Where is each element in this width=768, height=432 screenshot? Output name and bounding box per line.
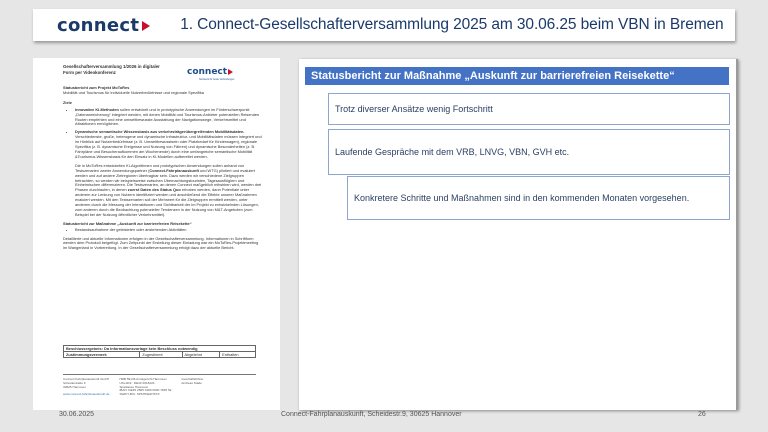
goal2-bold: Dynamische semantische Wissensbasis aus verkehrsträgerübergreifenden Mobilitätsdaten. xyxy=(75,129,245,135)
slide-title: 1. Connect-Gesellschafterversammlung 2025 am 30.06.25 beim VBN in Bremen xyxy=(180,16,724,33)
document-paragraph-2: Detaillierte und aktuelle Informationen erfolgen in der Gesellschafterversammlung. Informationen in Schriftform werden dem Protokoll beigefügt. Zum Zeitpunkt der Erstellung dieser Einladung war ein MoToRes-Projektmeeting im Wangerland in Vorbereitung. In der Gesellschafterversammlung erfolgt dazu der aktuelle Bericht. xyxy=(63,235,259,251)
register-info: HRB 59146 Amtsgericht Hannover xyxy=(119,377,167,381)
document-footer xyxy=(63,374,256,397)
goals-list xyxy=(63,108,263,160)
panel-title: Statusbericht zur Maßnahme „Auskunft zur barrierefreien Reisekette“ xyxy=(305,67,729,85)
approval-label: Zustimmungsvermerk xyxy=(64,352,140,358)
document-logo-arrow-icon xyxy=(228,69,233,75)
document-body xyxy=(63,86,263,255)
status-item xyxy=(328,129,730,175)
status-panel xyxy=(299,59,738,410)
document-paragraph xyxy=(63,164,263,218)
goal-item xyxy=(75,130,263,159)
bic: SWIFT-BIC: SPKHDE2HXXX xyxy=(119,392,160,397)
paragraph1-c: erhoben werden, dann Potentiale unter anderem zur Lenkung von Nutzern identifiziert werden und anschließend die Effekte unserer Maßnahmen evaluiert werden. Mit den Testszenarien soll der Mehrwert für die Zielgruppen ermittelt werden, unter anderem durch die Messung der Interaktionen und Sichtbarkeit der im Projekt zu entwickelnden Lösungen, zum anderen durch die Beobachtung potenzieller Tendenzen in der Nutzung von M&T-Angeboten (zum Beispiel bei der Nutzung öffentlicher Verkehrsmittel). xyxy=(75,187,259,217)
option-abstained: Enthalten xyxy=(220,352,256,358)
management-label: Geschäftsführer xyxy=(181,377,204,381)
option-approved: Zugestimmt xyxy=(140,352,182,358)
goal-item xyxy=(75,108,263,128)
logo-text: connect xyxy=(57,14,140,36)
document-heading xyxy=(63,64,163,75)
vat-id: USt-IdNr.: DE32 0018224 xyxy=(119,380,155,385)
status-item-text: Konkretere Schritte und Maßnahmen sind in den kommenden Monaten vorgesehen. xyxy=(354,193,690,203)
document-logo xyxy=(187,67,233,77)
document-logo-text: connect xyxy=(187,67,228,77)
footer-date: 30.06.2025 xyxy=(59,411,95,418)
resolution-result: Beschlussergebnis: Da Informationsvorlage kein Beschluss notwendig xyxy=(64,346,256,352)
paragraph1-bold: Connect-Fahrplanauskunft xyxy=(149,167,199,173)
bank-name: Sparkasse Hannover xyxy=(119,384,149,389)
footer-col-management xyxy=(181,378,203,397)
company-name: Connect Fahrplanauskunft GmbH xyxy=(63,377,110,381)
logo-arrow-icon xyxy=(142,21,150,31)
document-heading-line1: Gesellschafterversammlung 1/2026 in digitaler xyxy=(63,64,160,69)
measure-item: • Bestandsaufnahme der geleisteten oder anstehenden Aktivitäten xyxy=(75,228,263,233)
paragraph1-a: Die in MoToRes entwickelten KI-Algorithmen und prototypischen Anwendungen sollen anhand von Testszenarien zweier Anwendungspartner ( xyxy=(75,162,245,173)
company-website-link[interactable]: www.connect-fahrplanauskunft.de xyxy=(63,392,110,397)
document-heading-line2: Form per Videokonferenz xyxy=(63,69,116,75)
status-item-text: Trotz diverser Ansätze wenig Fortschritt xyxy=(335,104,493,114)
connect-logo xyxy=(57,15,150,36)
paragraph1-bold2: zuerst Daten des Status Quo xyxy=(127,187,181,193)
measure-list xyxy=(63,228,263,233)
document-logo-subtitle: Netzwerk für beste Verbindungen xyxy=(199,78,235,81)
goal1-bold: Innovative KI-Methoden xyxy=(75,106,119,112)
paragraph1-b: und WTG) pilotiert und evaluiert werden und auf andere Zielregionen übertragbar sein. Dazu werden wir verschiedene Zielgruppen betrachten, so werden wir beispielsweise zwischen Übernachtungstouristen, Tagesausflüglern und Einheimischen differenzieren. Die Testszenarien, an denen Connect maßgeblich mitwirken wird, werden drei Phasen durchlaufen, in denen xyxy=(75,167,262,193)
project-title: Statusbericht zum Projekt MoToRes xyxy=(63,85,130,90)
goal2-text: Verschiedenste, große, heterogene und dynamische Infrastruktur- und Mobilitätsdaten müssen integriert und im Hinblick auf Nutzerbedürfnisse (z. B. Umweltbewusstsein oder Platzbedarf für Kinderwagen), regionale Spezifika (z. B. dynamische Ereignisse und Nutzung von Fähren) und dynamische Besonderheiten (z. B. Fahrpläne und Besucheraufkommen am Wochenende) durch eine umfangreiche semantische Mobilität &Tourismus-Wissensbasis für den Einsatz in KI-Modellen aufbereitet werden. xyxy=(75,134,262,159)
resolution-table xyxy=(63,345,256,358)
footer-col-bank xyxy=(119,378,171,397)
status-item-text: Laufende Gespräche mit dem VRB, LNVG, VBN, GVH etc. xyxy=(335,147,570,157)
project-subtitle: Mobilität und Tourismus für individuelle Nutzerbedürfnisse und regionale Spezifika xyxy=(63,89,204,95)
footer-address: Connect-Fahrplanauskunft, Scheidestr.9, 30625 Hannover xyxy=(281,411,462,418)
status-item xyxy=(328,93,730,125)
goals-label: Ziele xyxy=(63,99,72,105)
goal1-text: sollen entwickelt und in prototypische Anwendungen im Förderschwerpunkt „Datenanreicherung“ integriert werden, mit denen Mobilität und Tourismus-Anbieter potenziellen Reisenden Routen empfehlen und eine umweltbewusste Ausstattung der Navigationswege, Verkehrsmittel und Attraktionen ermöglichen. xyxy=(75,106,260,127)
option-rejected: Abgelehnt xyxy=(182,352,220,358)
slide-header xyxy=(33,9,735,41)
company-city: 30625 Hannover xyxy=(63,384,86,389)
management-name: Andreas Stade xyxy=(181,380,202,385)
page-number: 26 xyxy=(698,411,706,418)
company-street: Scheidestraße 9 xyxy=(63,380,86,385)
measure-title: Statusbericht zur Maßnahme „Auskunft zur barrierefreien Reisekette“ xyxy=(63,220,192,226)
footer-col-company xyxy=(63,378,109,397)
status-item xyxy=(347,176,730,220)
iban: IBAN: DE35 2505 0180 0000 7835 52 xyxy=(119,388,172,393)
embedded-document xyxy=(33,58,280,410)
